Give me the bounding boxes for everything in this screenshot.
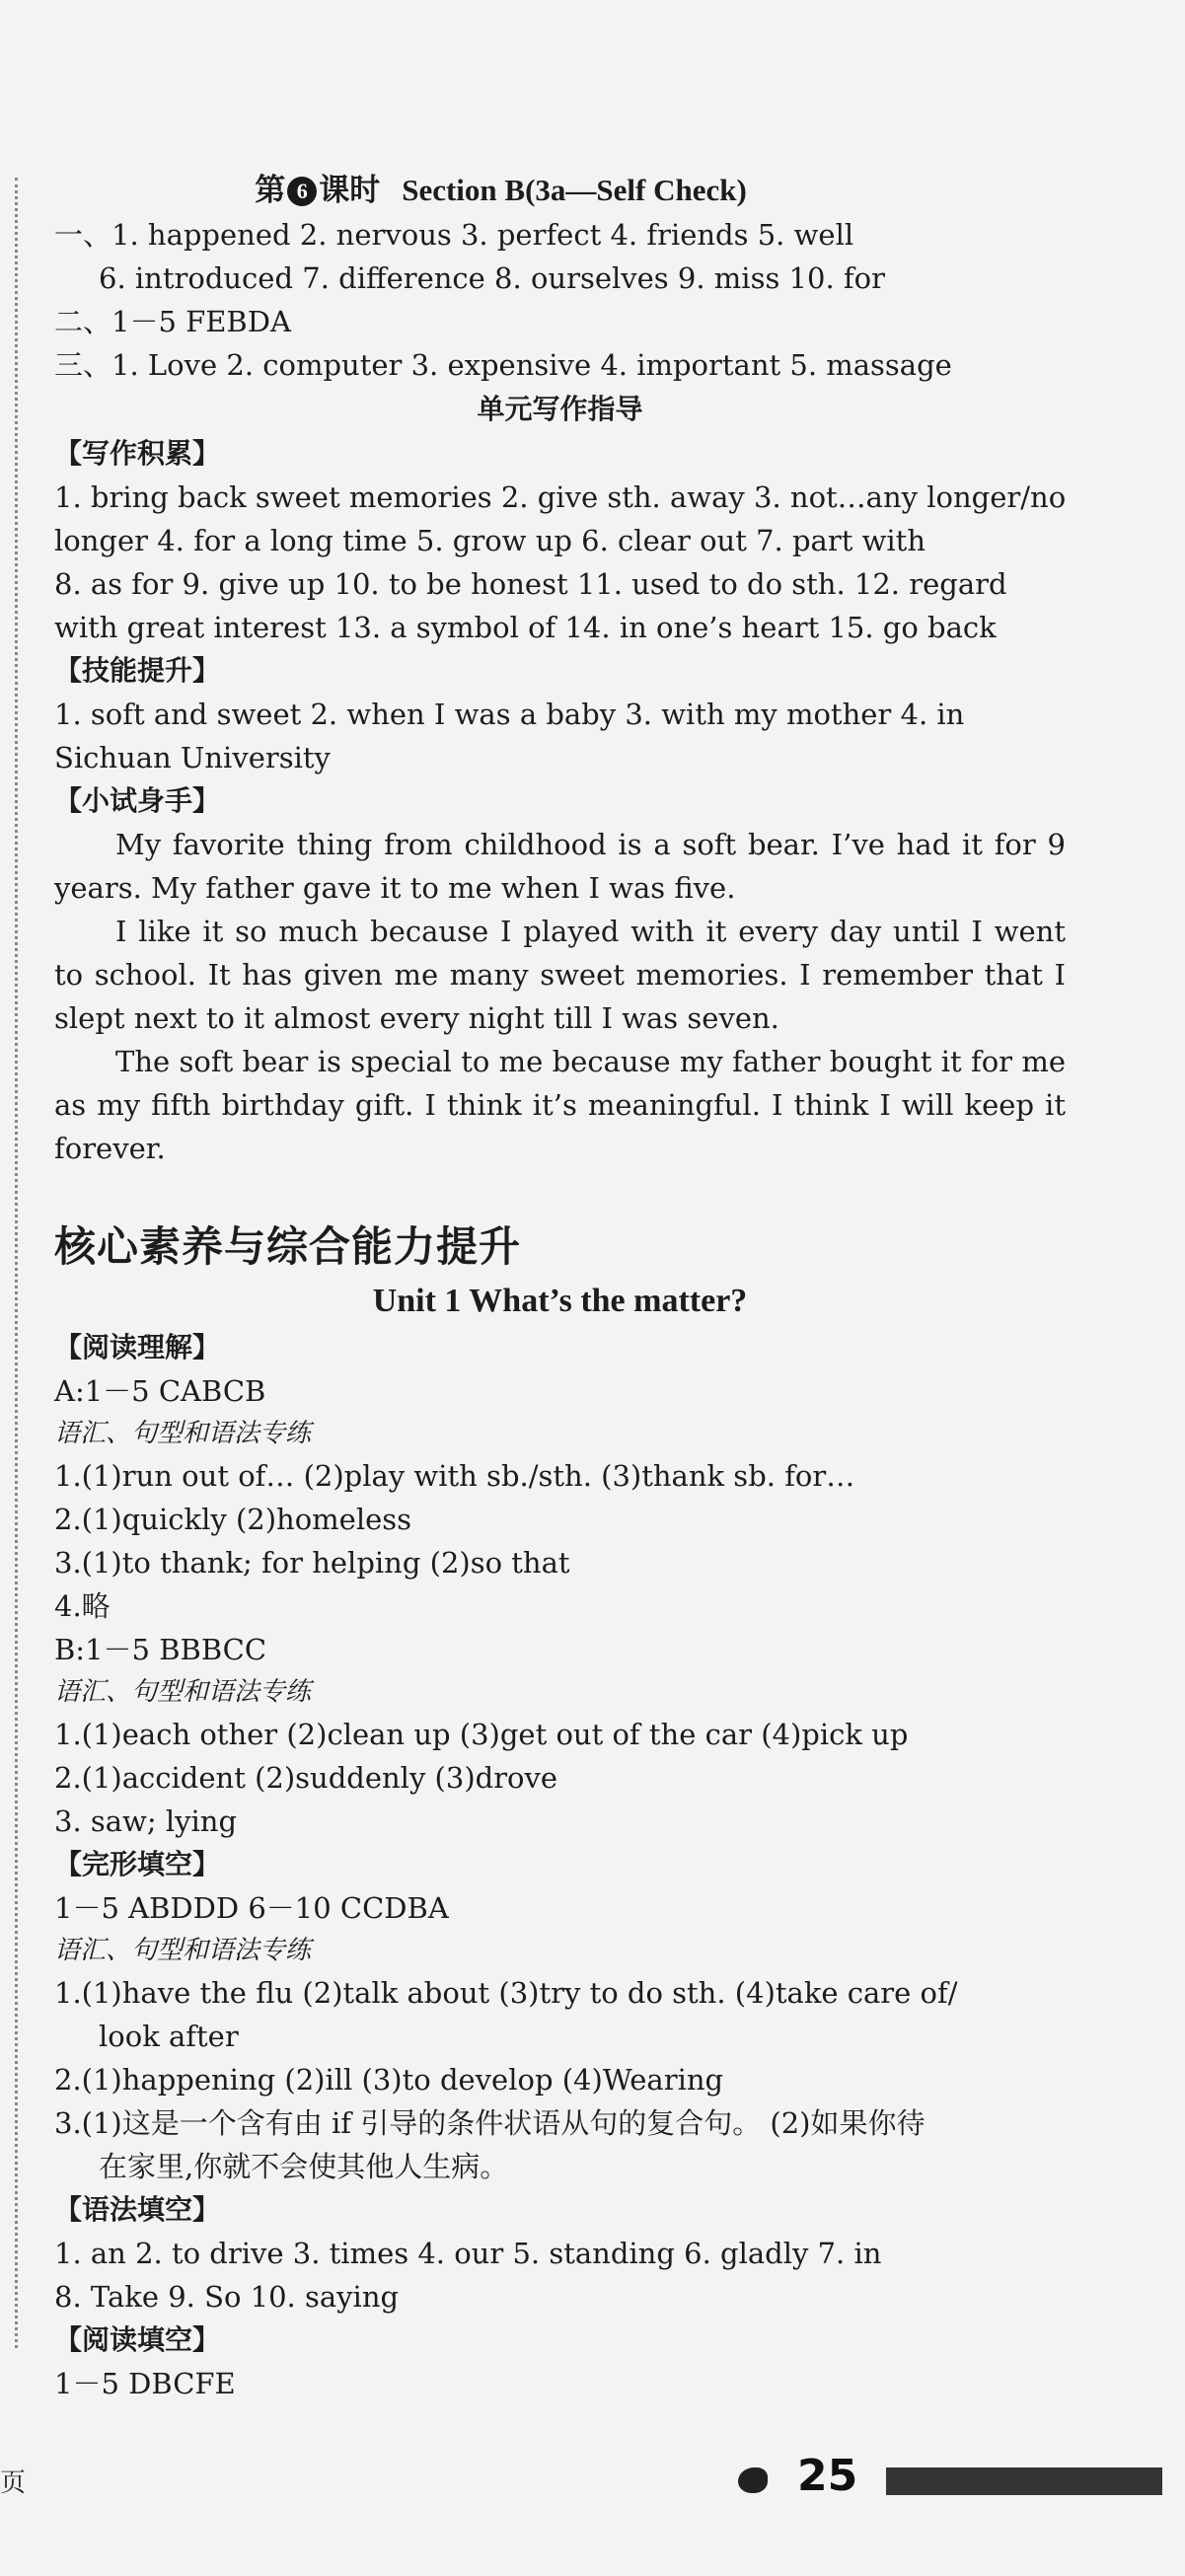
writing-guide-heading: 单元写作指导	[477, 393, 643, 425]
accumulate-line: 1. bring back sweet memories 2. give sth. away 3. not…any longer/no	[54, 480, 1067, 514]
reading-a-answers: A:1－5 CABCB	[54, 1374, 266, 1408]
trial-paragraph: My favorite thing from childhood is a soft bear. I’ve had it for 9 years. My father gave it to me when I was five.	[54, 828, 1066, 905]
cloze-item1: 1.(1)have the flu (2)talk about (3)try to do sth. (4)take care of/	[54, 1976, 958, 2010]
trial-heading: 【小试身手】	[54, 784, 221, 817]
cloze-item3-continued: 在家里,你就不会使其他人生病。	[99, 2150, 509, 2183]
reading-b-item: 3. saw; lying	[54, 1804, 238, 1838]
reading-a-item: 2.(1)quickly (2)homeless	[54, 1503, 412, 1536]
reading-heading: 【阅读理解】	[54, 1331, 221, 1363]
trial-paragraph: The soft bear is special to me because my father bought it for me as my fifth birthday gift. I think it’s meaningful. I think I will keep it forever.	[54, 1045, 1066, 1165]
lesson-heading	[54, 168, 1066, 213]
part3-line: 三、1. Love 2. computer 3. expensive 4. important 5. massage	[54, 348, 952, 382]
page-footer	[0, 2445, 1185, 2514]
reading-a-item: 1.(1)run out of… (2)play with sb./sth. (3)thank sb. for…	[54, 1459, 855, 1493]
page-number: 25	[797, 2451, 858, 2501]
cloze-answers: 1－5 ABDDD 6－10 CCDBA	[54, 1891, 449, 1925]
footer-decor-dot	[738, 2467, 768, 2493]
cloze-item1-continued: look after	[99, 2020, 239, 2053]
cloze-item3: 3.(1)这是一个含有由 if 引导的条件状语从句的复合句。 (2)如果你待	[54, 2106, 926, 2140]
skills-heading: 【技能提升】	[54, 654, 221, 687]
footer-page-char: 页	[0, 2468, 27, 2498]
core-heading: 核心素养与综合能力提升	[54, 1222, 522, 1271]
accumulate-line: 8. as for 9. give up 10. to be honest 11. used to do sth. 12. regard	[54, 567, 1007, 601]
reading-a-item: 3.(1)to thank; for helping (2)so that	[54, 1546, 570, 1580]
skills-line: Sichuan University	[54, 741, 331, 774]
accumulate-line: longer 4. for a long time 5. grow up 6. clear out 7. part with	[54, 524, 926, 557]
lesson-suffix: 课时	[319, 173, 381, 207]
skills-line: 1. soft and sweet 2. when I was a baby 3. with my mother 4. in	[54, 698, 965, 731]
reading-b-item: 2.(1)accident (2)suddenly (3)drove	[54, 1761, 558, 1795]
unit-heading: Unit 1 What’s the matter?	[372, 1283, 748, 1319]
reading-b-answers: B:1－5 BBBCC	[54, 1633, 267, 1666]
part2-line: 二、1－5 FEBDA	[54, 305, 291, 338]
reading-b-subheading: 语汇、句型和语法专练	[54, 1677, 312, 1707]
answer-page	[54, 168, 1066, 2405]
cloze-item2: 2.(1)happening (2)ill (3)to develop (4)Wearing	[54, 2063, 724, 2097]
accumulate-line: with great interest 13. a symbol of 14. in one’s heart 15. go back	[54, 611, 997, 644]
grammar-fill-line: 1. an 2. to drive 3. times 4. our 5. standing 6. gladly 7. in	[54, 2237, 882, 2270]
binding-margin-dots	[15, 178, 18, 2348]
accumulate-heading: 【写作积累】	[54, 437, 221, 470]
reading-a-item: 4.略	[54, 1589, 111, 1623]
grammar-fill-line: 8. Take 9. So 10. saying	[54, 2280, 400, 2314]
part1-line2: 6. introduced 7. difference 8. ourselves 9. miss 10. for	[99, 261, 885, 295]
reading-b-item: 1.(1)each other (2)clean up (3)get out of the car (4)pick up	[54, 1718, 909, 1751]
lesson-prefix: 第	[255, 173, 286, 207]
trial-paragraph: I like it so much because I played with it every day until I went to school. It has given me many sweet memories. I remember that I slept next to it almost every night till I was seven.	[54, 915, 1066, 1035]
reading-fill-answers: 1－5 DBCFE	[54, 2367, 236, 2400]
footer-decor-bar	[886, 2467, 1162, 2495]
grammar-fill-heading: 【语法填空】	[54, 2193, 221, 2226]
lesson-section: Section B(3a—Self Check)	[402, 173, 747, 207]
cloze-subheading: 语汇、句型和语法专练	[54, 1936, 312, 1965]
cloze-heading: 【完形填空】	[54, 1848, 221, 1880]
reading-fill-heading: 【阅读填空】	[54, 2323, 221, 2356]
lesson-number-circle: 6	[287, 177, 317, 206]
reading-a-subheading: 语汇、句型和语法专练	[54, 1419, 312, 1448]
part1-line1: 一、1. happened 2. nervous 3. perfect 4. friends 5. well	[54, 218, 854, 252]
